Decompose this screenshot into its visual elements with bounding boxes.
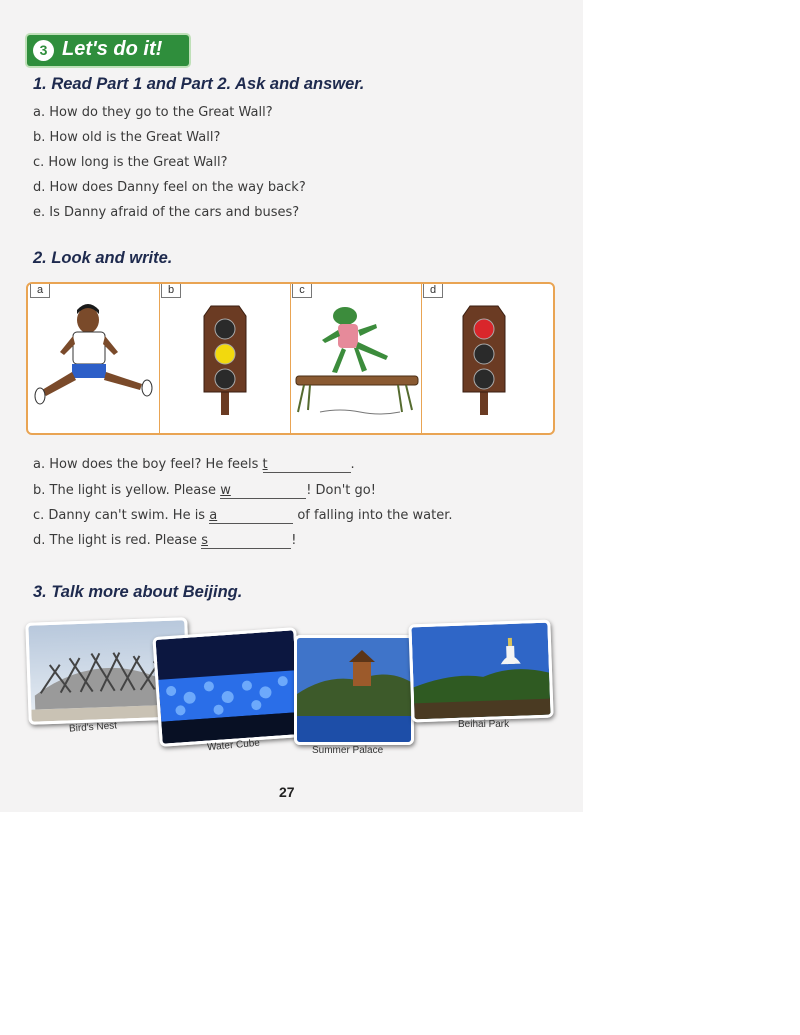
picture-d bbox=[421, 284, 552, 433]
tired-boy-illustration bbox=[28, 284, 159, 433]
answer-blank-b[interactable]: w bbox=[220, 483, 306, 499]
caption-water-cube: Water Cube bbox=[206, 737, 261, 754]
water-cube-photo bbox=[152, 627, 303, 747]
caption-beihai-park: Beihai Park bbox=[458, 719, 510, 730]
summer-palace-image bbox=[297, 638, 411, 742]
sentence-b: b. The light is yellow. Please w ! Don't go! bbox=[33, 483, 376, 498]
picture-tag: b bbox=[161, 284, 181, 298]
caption-birds-nest: Bird's Nest bbox=[68, 720, 118, 735]
page-number: 27 bbox=[279, 784, 295, 800]
picture-a bbox=[28, 284, 160, 433]
danny-on-log-illustration bbox=[290, 284, 421, 433]
picture-tag: a bbox=[30, 284, 50, 298]
picture-tag: c bbox=[292, 284, 312, 298]
question-b: b. How old is the Great Wall? bbox=[33, 130, 221, 145]
question-e: e. Is Danny afraid of the cars and buses? bbox=[33, 205, 300, 220]
picture-tag: d bbox=[423, 284, 443, 298]
yellow-traffic-light-icon bbox=[159, 284, 290, 433]
part2-heading: 2. Look and write. bbox=[33, 249, 173, 267]
answer-blank-a[interactable]: t bbox=[263, 457, 351, 473]
water-cube-image bbox=[156, 630, 301, 743]
answer-blank-d[interactable]: s bbox=[201, 533, 291, 549]
part1-heading: 1. Read Part 1 and Part 2. Ask and answer. bbox=[33, 75, 365, 93]
sentence-a: a. How does the boy feel? He feels t . bbox=[33, 457, 355, 472]
picture-c bbox=[290, 284, 422, 433]
sentence-c: c. Danny can't swim. He is a of falling into the water. bbox=[33, 508, 453, 523]
answer-blank-c[interactable]: a bbox=[209, 508, 293, 524]
question-c: c. How long is the Great Wall? bbox=[33, 155, 228, 170]
section-title: Let's do it! bbox=[62, 38, 163, 60]
part3-heading: 3. Talk more about Beijing. bbox=[33, 583, 243, 601]
beihai-park-photo bbox=[408, 620, 553, 723]
question-a: a. How do they go to the Great Wall? bbox=[33, 105, 273, 120]
red-traffic-light-icon bbox=[421, 284, 552, 433]
section-number: 3 bbox=[33, 40, 54, 61]
sentence-d: d. The light is red. Please s ! bbox=[33, 533, 297, 548]
beihai-park-image bbox=[411, 623, 550, 720]
summer-palace-photo bbox=[294, 635, 414, 745]
caption-summer-palace: Summer Palace bbox=[312, 745, 384, 756]
picture-panel bbox=[26, 282, 555, 435]
question-d: d. How does Danny feel on the way back? bbox=[33, 180, 306, 195]
section-banner bbox=[27, 35, 189, 66]
picture-b bbox=[159, 284, 291, 433]
